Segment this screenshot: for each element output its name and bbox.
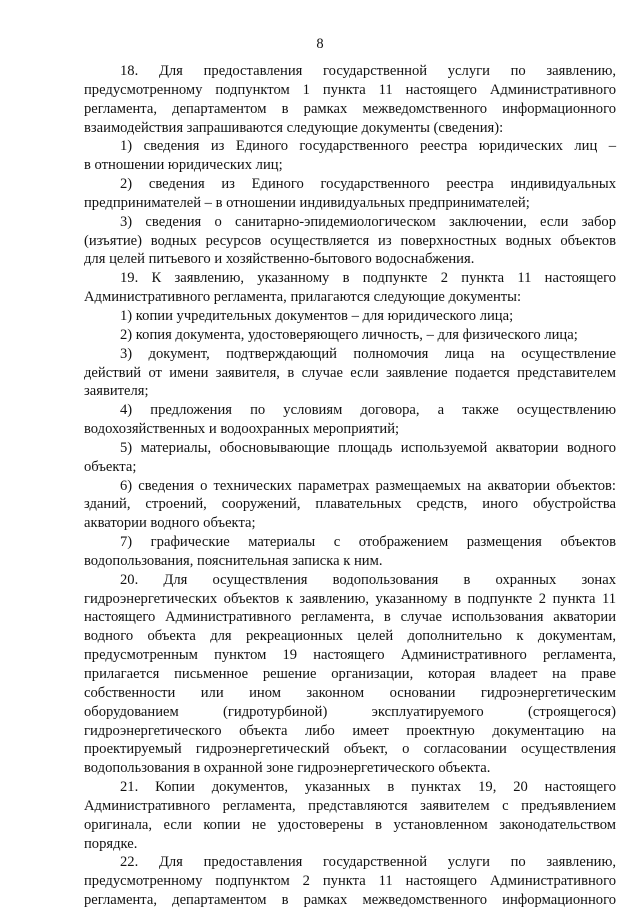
text-line: 2) сведения из Единого государственного реестра индивидуальных xyxy=(120,176,616,193)
text-line: 22. Для предоставления государственной услуги по заявлению, xyxy=(120,854,616,871)
text-line: водохозяйственных и водоохранных мероприятий; xyxy=(84,421,400,438)
text-line: 4) предложения по условиям договора, а также осуществлению xyxy=(120,402,616,419)
text-line: оригинала, если копии не удостоверены в установленном законодательством xyxy=(84,816,616,833)
text-line: регламента, департаментом в рамках межведомственного информационного xyxy=(84,892,616,909)
text-line: оборудованием (гидротурбиной) эксплуатируемого (строящегося) xyxy=(84,703,616,720)
text-line: взаимодействия запрашиваются следующие документы (сведения): xyxy=(84,119,504,136)
text-line: 7) графические материалы с отображением размещения объектов xyxy=(120,534,616,551)
text-line: настоящего Административного регламента, в случае использования акватории xyxy=(84,609,616,626)
text-line: Административного регламента, прилагаются следующие документы: xyxy=(84,289,521,306)
text-line: предусмотренному подпунктом 1 пункта 11 настоящего Административного xyxy=(84,81,616,98)
text-line: порядке. xyxy=(84,835,138,852)
text-line: в отношении юридических лиц; xyxy=(84,157,283,174)
text-line: собственности или ином законном основании гидроэнергетическим xyxy=(84,684,616,701)
text-line: водного объекта для рекреационных целей дополнительно к документам, xyxy=(84,628,616,645)
text-line: 21. Копии документов, указанных в пунктах 19, 20 настоящего xyxy=(120,779,616,796)
text-line: 6) сведения о технических параметрах размещаемых на акватории объектов: xyxy=(120,477,616,494)
text-line: гидроэнергетических объектов к заявлению, указанному в подпункте 2 пункта 11 xyxy=(84,590,616,607)
text-line: прилагается письменное решение организации, которая владеет на праве xyxy=(84,666,616,682)
text-line: предусмотренным пунктом 19 настоящего Административного регламента, xyxy=(84,647,616,664)
text-line: предусмотренному подпунктом 2 пункта 11 настоящего Административного xyxy=(84,873,616,890)
text-line: предпринимателей – в отношении индивидуальных предпринимателей; xyxy=(84,194,530,211)
text-line: 18. Для предоставления государственной услуги по заявлению, xyxy=(120,63,616,79)
text-line: 20. Для осуществления водопользования в охранных зонах xyxy=(120,571,616,588)
text-line: (изъятие) водных ресурсов осуществляется из поверхностных водных объектов xyxy=(84,232,616,249)
text-line: гидроэнергетического объекта либо имеет проектную документацию на xyxy=(84,722,616,739)
text-line: водопользования, пояснительная записка к ним. xyxy=(84,552,383,569)
text-line: 3) документ, подтверждающий полномочия лица на осуществление xyxy=(120,345,616,362)
document-body xyxy=(84,62,616,910)
text-line: 19. К заявлению, указанному в подпункте 2 пункта 11 настоящего xyxy=(120,270,616,287)
text-line: 5) материалы, обосновывающие площадь используемой акватории водного xyxy=(120,439,616,456)
text-line: действий от имени заявителя, в случае если заявление подается представителем xyxy=(84,364,616,381)
text-line: Административного регламента, представляются заявителем с предъявлением xyxy=(84,797,616,814)
text-line: для целей питьевого и хозяйственно-бытового водоснабжения. xyxy=(84,251,475,268)
text-line: регламента, департаментом в рамках межведомственного информационного xyxy=(84,100,616,117)
text-line: заявителя; xyxy=(84,383,149,400)
text-line: 3) сведения о санитарно-эпидемиологическом заключении, если забор xyxy=(120,213,616,230)
text-line: проектируемый гидроэнергетический объект, о согласовании осуществления xyxy=(84,741,616,758)
text-line: зданий, строений, сооружений, плавательных средств, иного обустройства xyxy=(84,496,616,513)
page-number: 8 xyxy=(316,36,324,52)
text-line: 1) копии учредительных документов – для юридического лица; xyxy=(120,307,514,324)
text-line: водопользования в охранной зоне гидроэнергетического объекта. xyxy=(84,760,491,777)
text-line: 1) сведения из Единого государственного реестра юридических лиц – xyxy=(120,138,616,155)
text-line: 2) копия документа, удостоверяющего личность, – для физического лица; xyxy=(120,326,578,343)
text-line: акватории водного объекта; xyxy=(84,515,256,532)
text-line: объекта; xyxy=(84,458,137,475)
